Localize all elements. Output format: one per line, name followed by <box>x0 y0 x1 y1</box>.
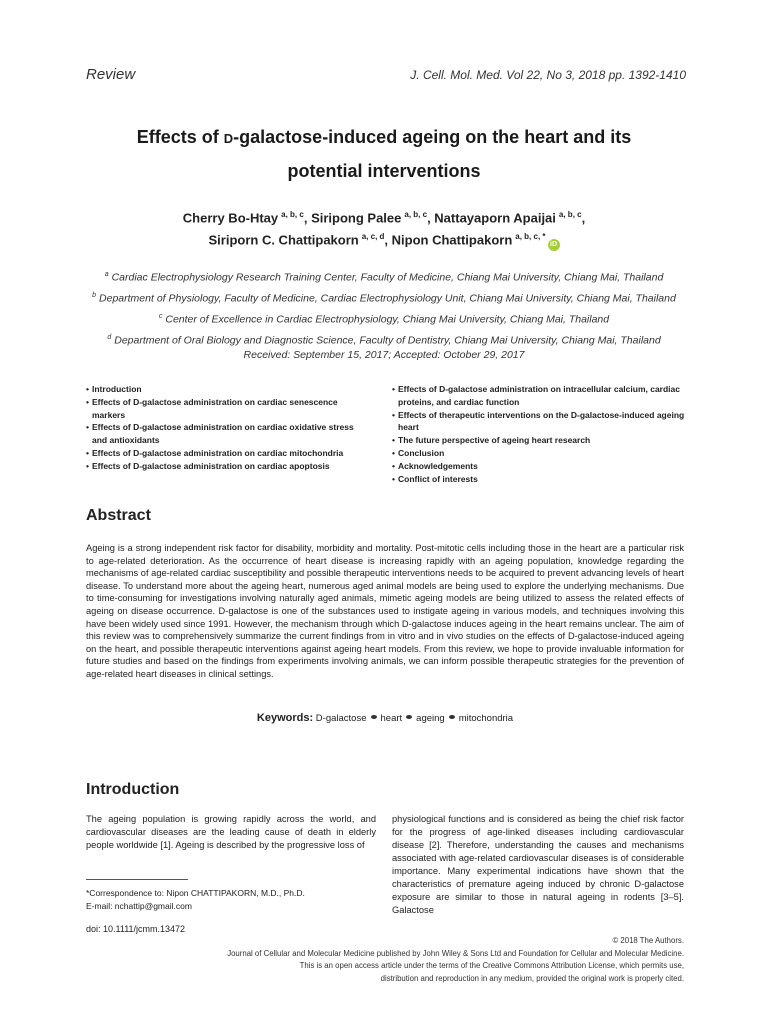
title-smallcap: D <box>223 131 234 146</box>
title-part-2: -galactose-induced ageing on the heart and its <box>233 127 632 147</box>
toc-item[interactable]: • Conclusion <box>392 447 686 460</box>
author-affiliation-marks: a, b, c <box>404 210 428 219</box>
author-list <box>80 205 688 251</box>
author-separator: , <box>581 210 586 226</box>
abstract-heading: Abstract <box>86 507 151 524</box>
bullet-separator-icon <box>406 715 412 719</box>
author-affiliation-marks: a, b, c <box>281 210 304 219</box>
table-of-contents-left <box>86 383 366 473</box>
author-name[interactable]: Siripong Palee <box>311 210 402 226</box>
keyword[interactable]: ageing <box>416 713 445 724</box>
keyword[interactable]: heart <box>380 713 403 724</box>
license-footer <box>124 935 684 985</box>
author-affiliation-marks: a, b, c <box>558 210 582 219</box>
bullet-separator-icon <box>449 715 455 719</box>
author-name[interactable]: Siriporn C. Chattipakorn <box>208 232 359 248</box>
affiliation-mark: b <box>92 292 97 299</box>
toc-item[interactable]: • Conflict of interests <box>392 473 686 486</box>
table-of-contents-right <box>392 383 686 485</box>
author-affiliation-marks: a, b, c, * <box>515 232 546 242</box>
footnote-divider <box>86 879 188 880</box>
keyword[interactable]: D-galactose <box>315 713 367 724</box>
introduction-column-right: physiological functions and is considered as being the chief risk factor for the progress of age-linked diseases including cardiovascular disease [2]. Therefore, understanding the causes and mechanisms associated with age-related cardiovascular diseases is of considerable importance. Many experimental indications have shown that the characteristics of premature ageing induced by chronic D-galactose exposure are similar to those in natural ageing in rodents [3–5]. Galactose <box>392 814 684 915</box>
title-line-2: potential interventions <box>287 161 481 181</box>
affiliation-line <box>80 308 688 329</box>
publisher-line: Journal of Cellular and Molecular Medicine published by John Wiley & Sons Ltd and Foundation for Cellular and Molecular Medicine. <box>227 948 684 958</box>
toc-item[interactable]: • Effects of D-galactose administration on cardiac apoptosis <box>86 460 366 473</box>
keywords <box>86 712 684 724</box>
correspondence-email[interactable]: E-mail: nchattip@gmail.com <box>86 901 192 911</box>
author-affiliation-marks: a, c, d <box>361 232 385 242</box>
doi[interactable]: doi: 10.1111/jcmm.13472 <box>86 924 186 934</box>
affiliation-line <box>80 287 688 308</box>
affiliation-mark: a <box>104 271 109 278</box>
article-title <box>80 121 688 188</box>
toc-item[interactable]: • The future perspective of ageing heart research <box>392 434 686 447</box>
keywords-label: Keywords: <box>256 712 314 724</box>
affiliation-text: Center of Excellence in Cardiac Electrophysiology, Chiang Mai University, Chiang Mai, Thailand <box>165 313 610 326</box>
title-part-1: Effects of <box>136 127 224 147</box>
author-name[interactable]: Nattayaporn Apaijai <box>434 210 556 226</box>
author-name[interactable]: Nipon Chattipakorn <box>391 232 513 248</box>
orcid-icon[interactable]: iD <box>548 239 560 251</box>
keyword[interactable]: mitochondria <box>458 713 514 724</box>
journal-reference: J. Cell. Mol. Med. Vol 22, No 3, 2018 pp. 1392-1410 <box>410 68 686 82</box>
author-name[interactable]: Cherry Bo-Htay <box>182 210 279 226</box>
affiliation-text: Department of Oral Biology and Diagnostic Science, Faculty of Dentistry, Chiang Mai University, Chiang Mai, Thailand <box>114 334 661 347</box>
author-separator: , <box>303 210 312 226</box>
author-separator: , <box>427 210 435 226</box>
section-label: Review <box>86 66 136 83</box>
affiliation-text: Cardiac Electrophysiology Research Training Center, Faculty of Medicine, Chiang Mai University, Chiang Mai, Thailand <box>111 271 664 284</box>
introduction-heading: Introduction <box>86 781 180 798</box>
affiliation-line <box>80 329 688 350</box>
correspondence-footnote <box>86 887 305 913</box>
toc-item[interactable]: • Effects of D-galactose administration on cardiac oxidative stress and antioxidants <box>86 421 366 447</box>
toc-item[interactable]: • Effects of D-galactose administration on cardiac mitochondria <box>86 447 366 460</box>
license-line-2: distribution and reproduction in any medium, provided the original work is properly cited. <box>380 973 684 983</box>
license-line: This is an open access article under the terms of the Creative Commons Attribution License, which permits use, <box>299 961 684 970</box>
author-separator: , <box>384 232 392 248</box>
affiliation-mark: c <box>158 313 163 320</box>
toc-item[interactable]: • Introduction <box>86 383 366 396</box>
toc-item[interactable]: • Effects of D-galactose administration on cardiac senescence markers <box>86 396 366 422</box>
copyright-line: © 2018 The Authors. <box>612 936 684 945</box>
toc-item[interactable]: • Effects of therapeutic interventions on the D-galactose-induced ageing heart <box>392 409 686 435</box>
abstract-body: Ageing is a strong independent risk factor for disability, morbidity and mortality. Post-mitotic cells including those in the heart are a particular risk to age-related deterioration. As the occurrence of heart disease is increasing rapidly with an ageing population, knowledge regarding the mechanisms of age-related cardiac susceptibility and possible therapeutic interventions needs to be acquired to prevent advancing levels of heart disease. To understand more about the ageing heart, numerous aged animal models are being used to explore the underlying mechanisms. Due to time-consuming for investigations involving naturally aged animals, mimetic ageing models are being utilized to assess the related effects of ageing on disease occurrence. D-galactose is one of the substances used to instigate ageing in various models, and techniques involving this have been widely used since 1991. However, the mechanism through which D-galactose induces ageing in the heart remains unclear. The aim of this review was to comprehensively summarize the current findings from in vitro and in vivo studies on the effects of D-galactose-induced ageing on the heart, and possible therapeutic interventions against ageing heart models. From this review, we hope to provide invaluable information for future studies and based on the findings from experiments involving animals, we can inform possible therapeutic strategies for the prevention of age-related heart diseases in clinical settings. <box>86 543 684 679</box>
affiliation-mark: d <box>107 334 112 341</box>
correspondence-name: *Correspondence to: Nipon CHATTIPAKORN, M.D., Ph.D. <box>86 888 305 898</box>
affiliation-text: Department of Physiology, Faculty of Medicine, Cardiac Electrophysiology Unit, Chiang Mai University, Chiang Mai, Thailand <box>99 292 676 305</box>
received-accepted-dates: Received: September 15, 2017; Accepted: October 29, 2017 <box>243 349 525 361</box>
bullet-separator-icon <box>371 715 377 719</box>
affiliation-line <box>80 266 688 287</box>
introduction-column-left: The ageing population is growing rapidly across the world, and cardiovascular diseases are the leading cause of death in elderly people worldwide [1]. Ageing is described by the progressive loss of <box>86 814 376 850</box>
affiliations <box>80 266 688 350</box>
toc-item[interactable]: • Effects of D-galactose administration on intracellular calcium, cardiac proteins, and cardiac function <box>392 383 686 409</box>
toc-item[interactable]: • Acknowledgements <box>392 460 686 473</box>
